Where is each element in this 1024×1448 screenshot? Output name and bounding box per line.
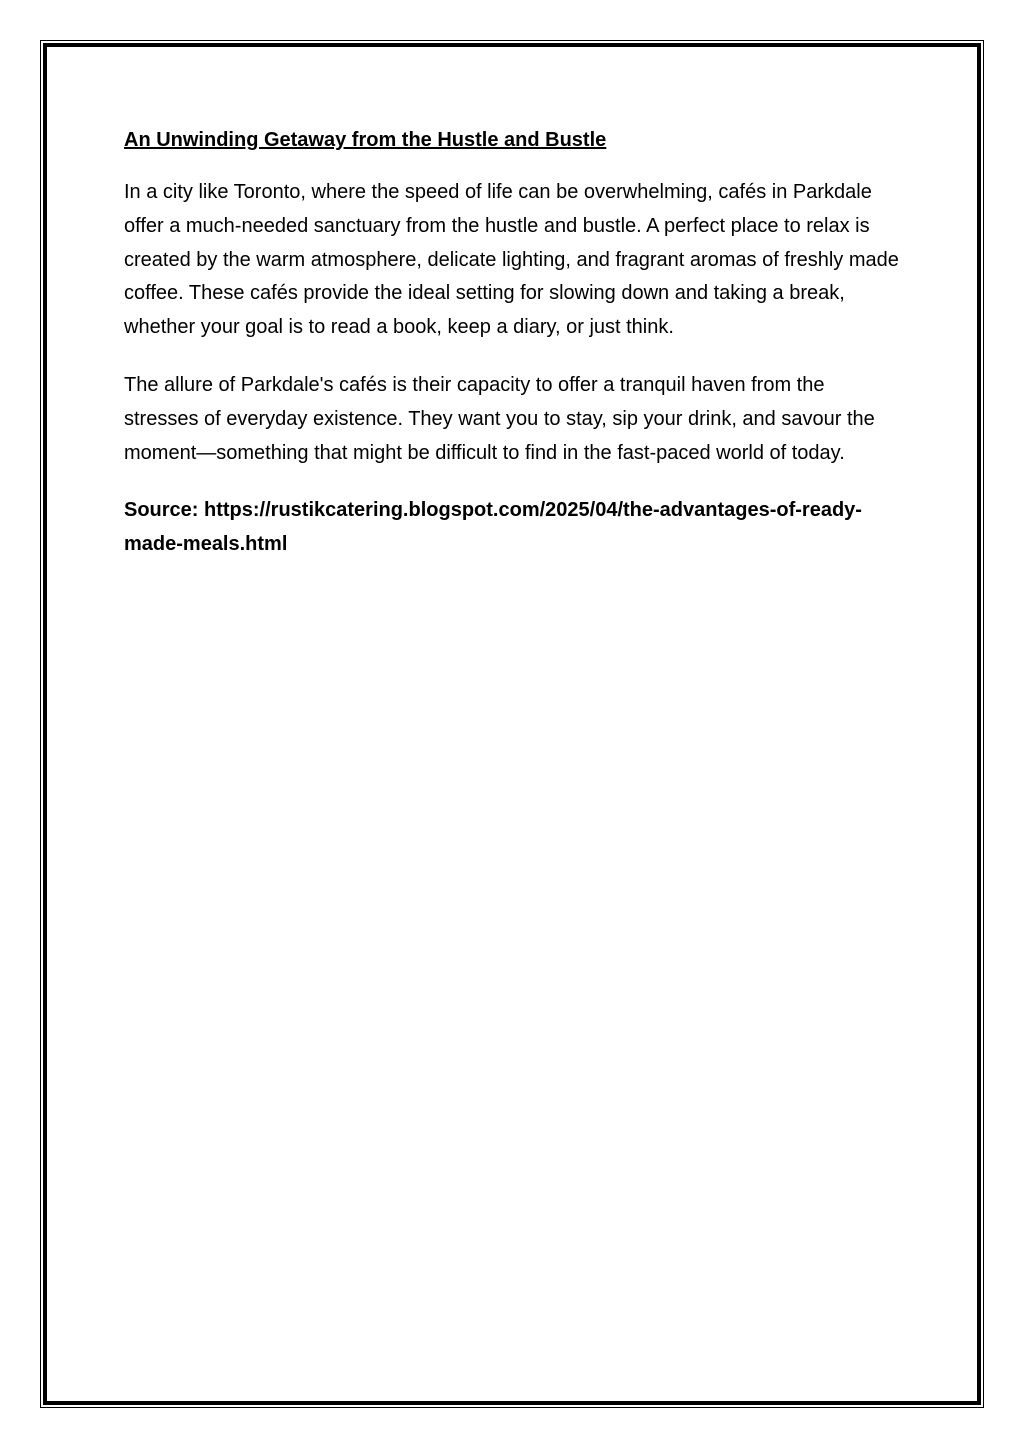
paragraph-2: The allure of Parkdale's cafés is their capacity to offer a tranquil haven from the stresses of everyday existence. They want you to stay, sip your drink, and savour the moment—something that might be difficult to find in the fast-paced world of today. — [124, 373, 875, 464]
document-body — [124, 124, 904, 562]
document-heading: An Unwinding Getaway from the Hustle and Bustle — [124, 129, 607, 151]
source-line: Source: https://rustikcatering.blogspot.com/2025/04/the-advantages-of-ready-made-meals.html — [124, 499, 862, 556]
paragraph-1: In a city like Toronto, where the speed of life can be overwhelming, cafés in Parkdale offer a much-needed sanctuary from the hustle and bustle. A perfect place to relax is created by the warm atmosphere, delicate lighting, and fragrant aromas of freshly made coffee. These cafés provide the ideal setting for slowing down and taking a break, whether your goal is to read a book, keep a diary, or just think. — [124, 181, 899, 339]
